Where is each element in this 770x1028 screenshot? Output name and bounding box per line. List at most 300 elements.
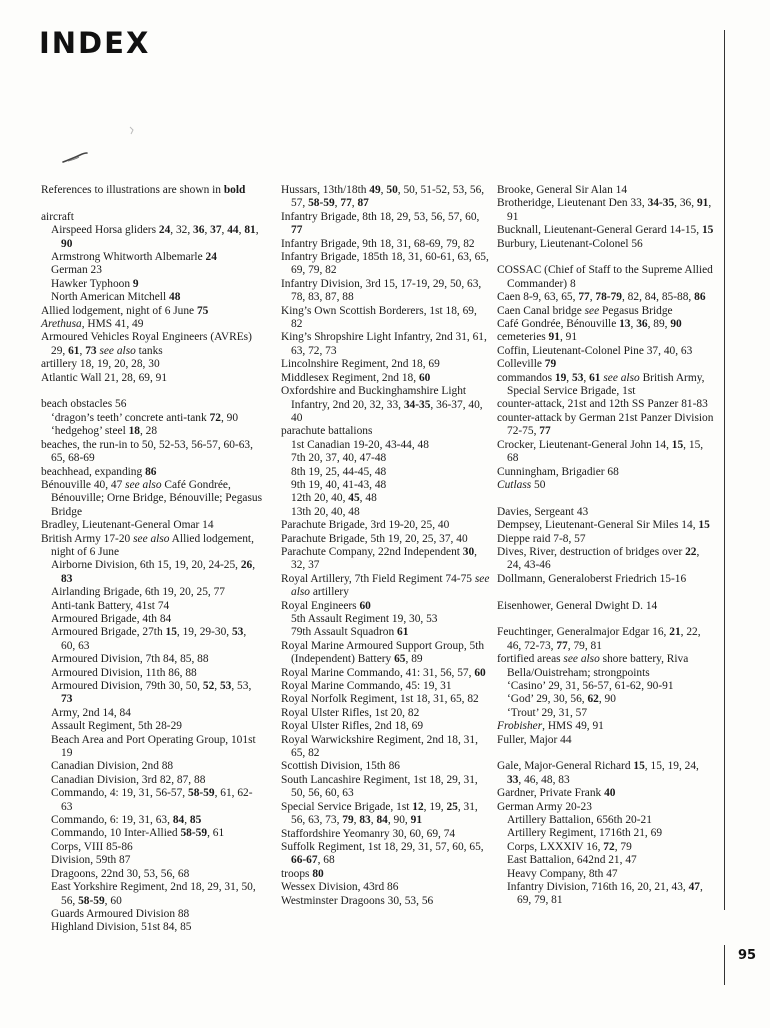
illustration-page-ref: 79 [342,814,354,827]
index-entry [41,398,263,411]
illustration-page-ref: 61 [68,344,80,357]
index-entry [281,720,491,733]
illustration-page-ref: 15 [633,760,645,773]
illustration-page-ref: 84 [376,814,388,827]
index-entry [497,466,715,479]
index-subentry [497,827,715,840]
index-entry [281,828,491,841]
entry-text: 79th Assault Squadron [291,626,397,639]
ink-smudge-mark [62,152,88,164]
entry-text: , [353,814,360,827]
illustration-page-ref: 61 [589,371,601,384]
illustration-page-ref: 40 [604,787,616,800]
index-entry [41,466,263,479]
index-subentry [41,720,263,733]
entry-text: East Battalion, 642nd 21, 47 [507,854,637,867]
entry-text: , 32, 37 [291,545,478,572]
illustration-page-ref: 49 [369,184,381,196]
index-subentry [41,854,263,867]
index-subentry [41,412,263,425]
entry-text: Lincolnshire Regiment, 2nd 18, 69 [281,358,440,371]
entry-text: East Yorkshire Regiment, 2nd 18, 29, 31, 50, 56, [51,881,256,907]
illustration-page-ref: 77 [291,224,303,237]
entry-gap [497,747,715,760]
italic-text: see also [603,371,640,384]
entry-text: artillery [310,586,349,599]
index-subentry [41,613,263,626]
entry-text: , 53, [231,680,252,692]
index-subentry [281,466,491,479]
entry-text: , 89, [647,318,671,331]
entry-text: , 79, 81 [567,639,602,652]
index-subentry [497,868,715,881]
entry-text: British Army 17-20 [41,532,134,545]
entry-text: Corps, VIII 85-86 [51,840,133,853]
entry-text: , 46, 48, 83 [518,773,570,786]
entry-text: Commando, 6: 19, 31, 63, [51,814,173,827]
index-entry [281,358,491,371]
illustration-page-ref: 80 [312,867,324,880]
index-entry [497,358,715,371]
index-entry [281,278,491,305]
index-subentry [41,586,263,599]
entry-text: , 15, 19, 24, [644,760,699,773]
entry-text: Wessex Division, 43rd 86 [281,881,399,894]
index-subentry [41,224,263,251]
page-number: 95 [738,948,757,963]
entry-text: Scottish Division, 15th 86 [281,760,400,773]
ink-speck-mark [128,126,136,136]
entry-text: Bucknall, Lieutenant-General Gerard 14-15, [497,224,702,237]
entry-text: Artillery Regiment, 1716th 21, 69 [507,827,663,840]
index-entry [497,546,715,573]
index-subentry [41,868,263,881]
index-entry [497,372,715,399]
index-subentry [497,707,715,720]
index-subentry [41,787,263,814]
entry-text: , 90 [220,411,239,424]
index-entry [497,787,715,800]
illustration-page-ref: 53 [219,680,232,692]
index-entry [497,600,715,613]
entry-gap [497,586,715,599]
entry-text: Royal Engineers [281,599,360,612]
entry-text: Fuller, Major 44 [497,733,572,746]
index-entry [41,533,263,560]
entry-text: Feuchtinger, Generalmajor Edgar 16, [497,626,670,639]
index-entry [281,305,491,332]
index-subentry [281,492,491,505]
illustration-page-ref: 75 [196,304,209,317]
entry-gap [497,251,715,264]
entry-text: Armoured Brigade, 27th [51,626,166,639]
index-column-1-entries [41,197,263,934]
index-subentry [497,854,715,867]
index-subentry [497,680,715,693]
illustration-page-ref: 37 [210,224,222,237]
illustration-page-ref: 24 [205,251,217,264]
index-entry [497,305,715,318]
illustration-page-ref: 77 [556,639,568,652]
entry-text: , 60 [104,894,122,907]
illustration-page-ref: 83 [61,572,73,585]
entry-text: Coffin, Lieutenant-Colonel Pine 37, 40, 63 [497,344,693,357]
entry-text: Armstrong Whitworth Albemarle [51,251,206,264]
index-entry [497,801,715,814]
entry-text: beachhead, expanding [41,465,146,478]
entry-text: Highland Division, 51st 84, 85 [51,921,192,934]
entry-text: , 90, [387,814,411,827]
entry-text: COSSAC (Chief of Staff to the Supreme Allied Commander) 8 [497,264,713,290]
entry-text: Atlantic Wall 21, 28, 69, 91 [41,371,168,384]
index-subentry [41,707,263,720]
entry-text: Canadian Division, 2nd 88 [51,760,174,773]
entry-text: Corps, LXXXIV 16, [507,840,604,853]
entry-text: , HMS 49, 91 [542,720,604,733]
index-entry [281,385,491,425]
entry-text: King’s Shropshire Light Infantry, 2nd 31, 61, 63, 72, 73 [281,331,487,357]
illustration-page-ref: 61 [397,626,409,639]
entry-text: Middlesex Regiment, 2nd 18, [281,371,419,384]
entry-text: , 36, [674,197,697,210]
index-entry [281,707,491,720]
index-entry [497,439,715,466]
index-subentry [281,626,491,639]
illustration-page-ref: 30 [462,545,475,558]
illustration-page-ref: 52 [202,680,215,692]
index-entry [41,358,263,371]
entry-text: , [214,680,220,692]
illustration-page-ref: 79 [544,358,557,371]
illustration-page-ref: 72 [209,411,221,424]
illustration-page-ref: 53 [572,371,584,384]
entry-text: Oxfordshire and Buckinghamshire Light Infantry, 2nd 20, 32, 33, [281,385,467,411]
index-entry [497,533,715,546]
entry-text: counter-attack by German 21st Panzer Division 72-75, [497,411,714,438]
index-subentry [41,814,263,827]
entry-text: Guards Armoured Division 88 [51,907,190,920]
illustration-page-ref: 86 [145,465,157,478]
entry-text: , 69, 79, 81 [517,881,703,907]
entry-text: , 91 [507,197,712,223]
illustration-page-ref: 72 [603,840,615,853]
index-entry [281,801,491,828]
entry-text: Canadian Division, 3rd 82, 87, 88 [51,773,206,786]
illustration-page-ref: 12 [412,800,424,813]
index-entry [41,211,263,224]
entry-text: Infantry Division, 716th 16, 20, 21, 43, [507,881,689,894]
illustration-page-ref: 77 [578,291,590,304]
entry-text: commandos [497,371,555,384]
index-entry [41,331,263,358]
index-subentry [41,881,263,908]
entry-text: , [238,224,245,237]
entry-gap [497,613,715,626]
entry-text: Allied lodgement, night of 6 June [41,304,197,317]
entry-text: Beach Area and Port Operating Group, 101st 19 [51,733,256,760]
page-title: INDEX [39,26,151,60]
entry-text: Royal Marine Commando, 41: 31, 56, 57, [281,666,475,679]
index-entry [281,238,491,251]
entry-text: , [370,814,377,827]
index-entry [281,600,491,613]
illustration-page-ref: 21 [669,626,681,639]
entry-text: Commando, 4: 19, 31, 56-57, [51,787,188,800]
entry-text: Anti-tank Battery, 41st 74 [51,599,170,612]
italic-text: Frobisher [497,720,543,733]
entry-text: Airborne Division, 6th 15, 19, 20, 24-25, [51,559,241,572]
index-subentry [281,506,491,519]
entry-text: Special Service Brigade, 1st [281,800,413,813]
entry-text: Infantry Brigade, 9th 18, 31, 68-69, 79, 82 [281,237,475,250]
illustration-page-ref: 15 [165,626,177,639]
illustration-page-ref: 25 [446,800,458,813]
entry-text: , 15, 68 [507,438,704,465]
entry-text: Commando, 10 Inter-Allied [51,827,181,840]
index-entry [281,331,491,358]
illustration-page-ref: 19 [554,371,567,384]
illustration-page-ref: 47 [688,881,700,894]
entry-text: Armoured Division, 79th 30, 50, [51,680,203,692]
entry-text: , 48 [359,492,377,505]
entry-text: , 36-37, 40, 40 [291,398,483,424]
italic-text: see also [133,532,170,545]
entry-text: , 91 [559,331,578,344]
index-entry [281,519,491,532]
illustration-page-ref: 78-79 [595,291,622,304]
illustration-page-ref: 48 [169,291,181,304]
intro-bold-text: bold [223,184,246,196]
illustration-page-ref: 9 [132,277,139,290]
illustration-page-ref: 45 [348,492,360,505]
entry-text: , 24, 43-46 [507,545,700,572]
index-entry [41,305,263,318]
illustration-page-ref: 13 [619,318,631,331]
entry-text: Brotheridge, Lieutenant Den 33, [497,197,648,210]
entry-text: Westminster Dragoons 30, 53, 56 [281,894,434,907]
index-entry [497,224,715,237]
entry-text: 1st Canadian 19-20, 43-44, 48 [291,438,429,451]
index-entry [281,546,491,573]
index-subentry [497,814,715,827]
entry-text: , 89 [405,653,423,666]
entry-text: Burbury, Lieutenant-Colonel 56 [497,237,643,250]
entry-text: Infantry Brigade, 8th 18, 29, 53, 56, 57, 60, [281,210,480,223]
entry-text: 5th Assault Regiment 19, 30, 53 [291,613,438,625]
entry-text: Army, 2nd 14, 84 [51,706,131,719]
entry-text: , 28 [139,425,158,438]
illustration-page-ref: 73 [61,693,73,706]
illustration-page-ref: 15 [698,519,710,532]
entry-text: , [255,224,259,237]
entry-text: , 19, 29-30, [176,626,232,639]
entry-gap [41,385,263,398]
index-entry [497,653,715,680]
illustration-page-ref: 58-59 [180,827,208,840]
index-subentry [41,291,263,304]
entry-text: artillery 18, 19, 20, 28, 30 [41,358,160,371]
entry-text: Café Gondrée, Bénouville; Orne Bridge, Bénouville; Pegasus Bridge [51,478,263,518]
entry-text: ‘God’ 29, 30, 56, [507,693,588,706]
illustration-page-ref: 65 [394,653,406,666]
index-entry [497,519,715,532]
margin-rule-bottom [724,945,725,985]
entry-text: , [583,371,590,384]
entry-text: fortified areas [497,653,564,666]
index-subentry [41,908,263,921]
entry-text: Gale, Major-General Richard [497,760,634,773]
index-entry [281,841,491,868]
illustration-page-ref: 58-59 [308,197,335,210]
entry-text: , 90 [598,693,616,706]
illustration-page-ref: 73 [85,344,97,357]
index-entry [41,519,263,532]
index-subentry [281,613,491,626]
index-entry [497,734,715,747]
entry-text: Dragoons, 22nd 30, 53, 56, 68 [51,867,190,880]
entry-text: , HMS 41, 49 [81,318,144,331]
entry-text: aircraft [41,210,74,223]
entry-text: ‘dragon’s teeth’ concrete anti-tank [51,411,210,424]
index-entry [281,895,491,908]
index-entry [281,573,491,600]
illustration-page-ref: 60 [418,371,431,384]
entry-text: Hawker Typhoon [51,277,133,290]
entry-text: Caen Canal bridge [497,304,585,317]
illustration-page-ref: 77 [539,425,551,438]
entry-text: Armoured Vehicles Royal Engineers (AVREs) 29, [41,331,252,357]
illustration-page-ref: 60 [474,666,486,679]
illustration-page-ref: 34-35 [647,197,675,210]
illustration-page-ref: 22 [685,545,697,558]
index-entry [497,573,715,586]
entry-text: shore battery, Riva Bella/Ouistreham; strongpoints [507,653,689,679]
italic-text: see also [125,478,162,491]
entry-text: Allied lodgement, night of 6 June [51,532,254,558]
index-entry [281,760,491,773]
entry-text: , [184,814,190,827]
italic-text: see [584,304,600,317]
entry-text: troops [281,867,313,880]
index-entry [497,506,715,519]
index-entry [497,760,715,787]
illustration-page-ref: 50 [386,184,398,196]
entry-text: Dieppe raid 7-8, 57 [497,532,586,545]
entry-text: Armoured Division, 7th 84, 85, 88 [51,653,209,666]
entry-text: , 61 [207,827,225,840]
index-subentry [41,425,263,438]
entry-text: Caen 8-9, 63, 65, [497,291,579,304]
index-entry [281,372,491,385]
index-entry [281,211,491,238]
illustration-page-ref: 53 [231,626,244,639]
illustration-page-ref: 15 [701,224,714,237]
entry-text: Parachute Brigade, 5th 19, 20, 25, 37, 40 [281,532,468,545]
italic-text: see also [563,653,600,666]
index-subentry [41,841,263,854]
entry-text: Airlanding Brigade, 6th 19, 20, 25, 77 [51,586,226,599]
entry-text: Davies, Sergeant 43 [497,505,589,518]
entry-text: , [334,197,341,210]
entry-text: beach obstacles 56 [41,398,127,411]
entry-text: , 22, 46, 72-73, [507,626,701,652]
entry-text: , [252,559,256,572]
entry-text: 9th 19, 40, 41-43, 48 [291,478,387,491]
entry-text: , 68 [317,854,335,867]
index-entry [497,331,715,344]
entry-text: Infantry Division, 3rd 15, 17-19, 29, 50, 63, 78, 83, 87, 88 [281,277,482,304]
entry-text: Gardner, Private Frank [497,787,605,800]
index-column-3 [497,184,715,908]
entry-text: Assault Regiment, 5th 28-29 [51,720,182,733]
entry-text: Parachute Company, 22nd Independent [281,545,463,558]
entry-text: Brooke, General Sir Alan 14 [497,184,628,196]
index-entry [281,425,491,438]
illustration-page-ref: 91 [410,814,423,827]
entry-text: Division, 59th 87 [51,854,131,867]
entry-text: ‘Casino’ 29, 31, 56-57, 61-62, 90-91 [507,679,674,692]
index-subentry [41,774,263,787]
entry-text: , [630,318,637,331]
entry-gap [497,492,715,505]
index-entry [497,291,715,304]
illustration-page-ref: 36 [193,224,205,237]
entry-text: , 60, 63 [61,626,247,652]
entry-text: 7th 20, 37, 40, 47-48 [291,452,387,465]
entry-text: Crocker, Lieutenant-General John 14, [497,438,672,451]
entry-text: 50 [531,478,546,491]
entry-text: Eisenhower, General Dwight D. 14 [497,599,658,612]
entry-text: 8th 19, 25, 44-45, 48 [291,465,387,478]
index-subentry [41,680,263,707]
illustration-page-ref: 58-59 [78,894,105,907]
entry-text: Dollmann, Generaloberst Friedrich 15-16 [497,572,687,585]
index-entry [497,184,715,197]
index-subentry [41,734,263,761]
entry-text: Bénouville 40, 47 [41,478,126,491]
margin-rule-top [724,30,725,910]
illustration-page-ref: 34-35 [403,398,431,411]
illustration-page-ref: 33 [507,773,519,786]
entry-text: ‘Trout’ 29, 31, 57 [507,706,588,719]
index-entry [41,439,263,466]
entry-text: Royal Ulster Rifles, 1st 20, 82 [281,706,420,719]
entry-text: Artillery Battalion, 656th 20-21 [507,814,652,827]
entry-text: , [566,371,572,384]
index-subentry [41,760,263,773]
index-entry [281,533,491,546]
index-entry [281,251,491,278]
illustration-page-ref: 62 [587,693,599,706]
index-subentry [41,559,263,586]
entry-text: Royal Artillery, 7th Field Regiment 74-75 [281,572,475,585]
entry-gap [41,197,263,210]
entry-text: Infantry Brigade, 185th 18, 31, 60-61, 63, 65, 69, 79, 82 [281,251,489,277]
entry-text: , 19, [423,800,447,813]
entry-text: Staffordshire Yeomanry 30, 60, 69, 74 [281,827,456,840]
index-column-1 [41,184,263,935]
index-subentry [41,264,263,277]
index-entry [497,264,715,291]
entry-text: Parachute Brigade, 3rd 19-20, 25, 40 [281,519,450,532]
entry-text: , [380,184,387,196]
entry-text: North American Mitchell [51,291,169,304]
entry-text: King’s Own Scottish Borderers, 1st 18, 69, 82 [281,304,477,331]
index-entry [41,479,263,519]
entry-text: tanks [135,344,163,357]
index-entry [41,372,263,385]
index-entry [281,734,491,761]
